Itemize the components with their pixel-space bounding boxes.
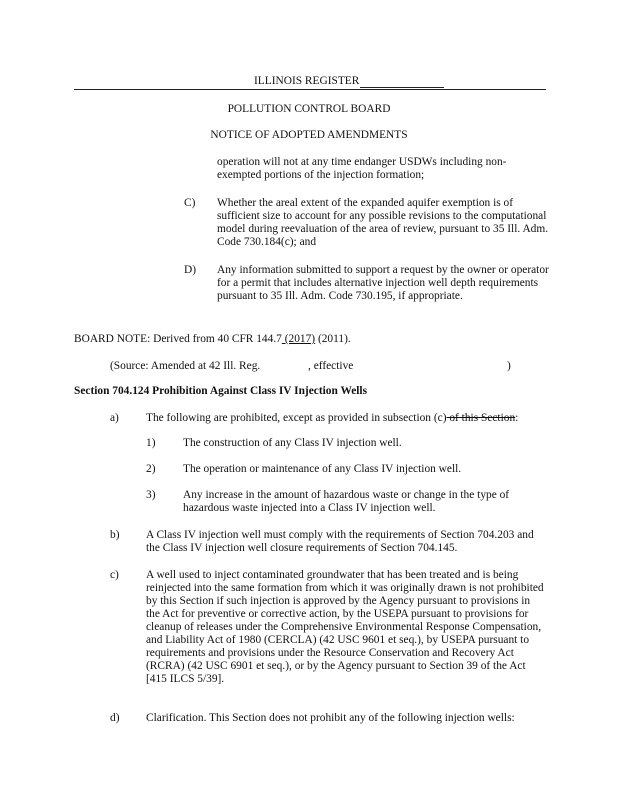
source-effective: , effective xyxy=(308,360,354,372)
item-c-text: Whether the areal extent of the expanded aquifer exemption is of sufficient size to account for any possible revisions to the computational model during reevaluation of the area of review, pursuant to 35 Ill. Adm. Code 730.184(c); and xyxy=(217,197,549,248)
subsection-d-text: Clarification. This Section does not prohibit any of the following injection wells: xyxy=(146,712,515,724)
item-d-text: Any information submitted to support a request by the owner or operator for a permit that includes alternative injection well depth requirements pursuant to 35 Ill. Adm. Code 730.195, if appropriate. xyxy=(217,264,549,302)
register-issue-blank xyxy=(360,87,444,88)
item-1-text: The construction of any Class IV injection well. xyxy=(183,437,402,449)
subsection-a-label: a) xyxy=(110,412,119,424)
header-rule xyxy=(74,89,546,90)
subsection-b-label: b) xyxy=(110,529,120,541)
register-title: ILLINOIS REGISTER xyxy=(254,75,360,87)
source-text: (Source: Amended at 42 Ill. Reg. xyxy=(110,360,261,372)
board-title: POLLUTION CONTROL BOARD xyxy=(227,103,391,115)
board-note-inserted: (2017) xyxy=(281,333,316,345)
continuation-text: operation will not at any time endanger USDWs including non-exempted portions of the injection formation; xyxy=(217,156,507,181)
item-3-label: 3) xyxy=(146,489,156,501)
item-d-label: D) xyxy=(184,264,197,276)
board-note-suffix: (2011). xyxy=(315,333,351,345)
notice-title: NOTICE OF ADOPTED AMENDMENTS xyxy=(210,129,408,141)
subsection-b-text: A Class IV injection well must comply with the requirements of Section 704.203 and the Class IV injection well closure requirements of Section 704.145. xyxy=(146,529,534,554)
board-note xyxy=(74,333,351,346)
source-close: ) xyxy=(507,360,511,372)
subsection-a-end: : xyxy=(515,412,519,424)
subsection-d-label: d) xyxy=(110,712,120,724)
subsection-a-text xyxy=(146,412,518,425)
item-2-label: 2) xyxy=(146,463,156,475)
board-note-prefix: BOARD NOTE: Derived from 40 CFR 144.7 xyxy=(74,333,282,345)
subsection-c-label: c) xyxy=(110,569,119,581)
item-2-text: The operation or maintenance of any Class IV injection well. xyxy=(183,463,462,475)
section-heading: Section 704.124 Prohibition Against Class IV Injection Wells xyxy=(74,385,368,397)
subsection-a-main: The following are prohibited, except as provided in subsection (c) xyxy=(146,412,447,424)
subsection-c-text: A well used to inject contaminated groundwater that has been treated and is being reinjected into the same formation from which it was originally drawn is not prohibited by this Section if such injection is approved by the Agency pursuant to provisions in the Act for preventive or corrective action, by the USEPA pursuant to provisions for cleanup of releases under the Comprehensive Environmental Response Compensation, and Liability Act of 1980 (CERCLA) (42 USC 9601 et seq.), by USEPA pursuant to requirements and provisions under the Resource Conservation and Recovery Act (RCRA) (42 USC 6901 et seq.), or by the Agency pursuant to Section 39 of the Act [415 ILCS 5/39]. xyxy=(146,569,544,685)
subsection-a-struck: of this Section xyxy=(446,412,516,424)
item-1-label: 1) xyxy=(146,437,156,449)
item-3-text: Any increase in the amount of hazardous waste or change in the type of hazardous waste injected into a Class IV injection well. xyxy=(183,489,510,514)
item-c-label: C) xyxy=(184,197,196,209)
